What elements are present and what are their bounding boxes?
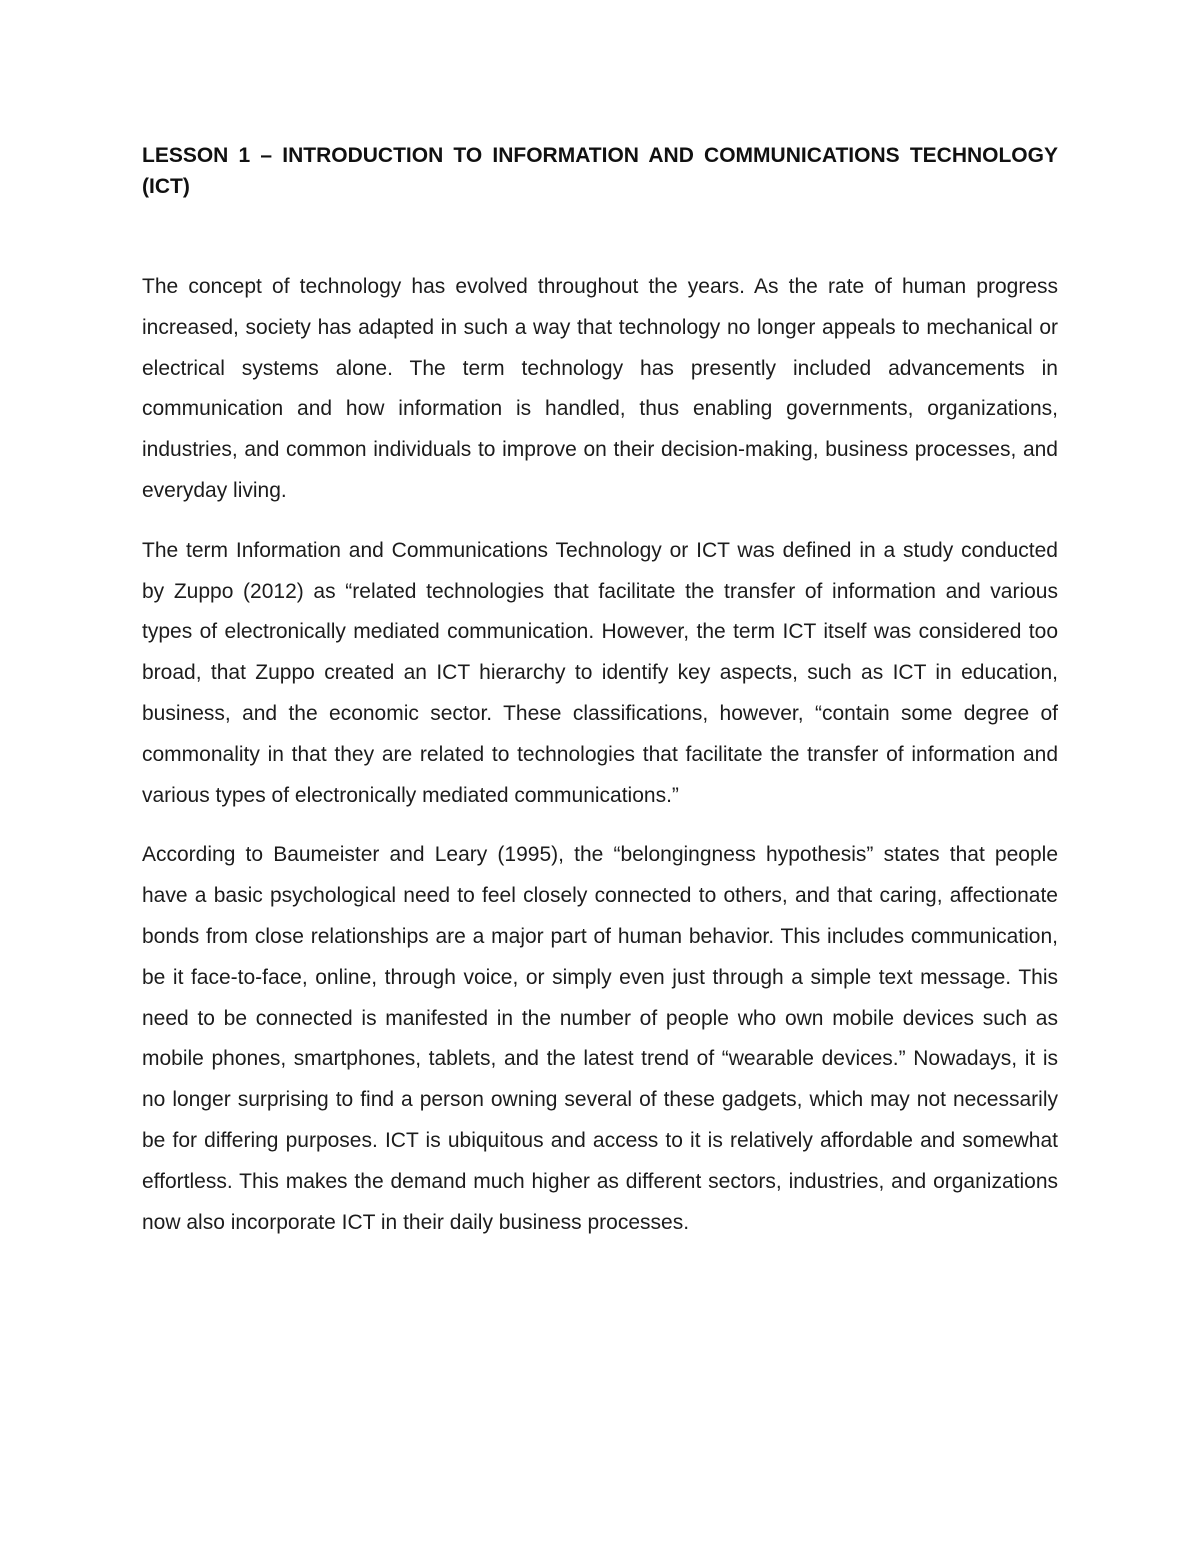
paragraph-technology-evolution: The concept of technology has evolved throughout the years. As the rate of human progress increased, society has adapted in such a way that technology no longer appeals to mechanical or electrical systems alone. The term technology has presently included advancements in communication and how information is handled, thus enabling governments, organizations, industries, and common individuals to improve on their decision-making, business processes, and everyday living. <box>142 275 1058 502</box>
paragraph-ict-definition: The term Information and Communications Technology or ICT was defined in a study conducted by Zuppo (2012) as “related technologies that facilitate the transfer of information and various types of electronically mediated communication. However, the term ICT itself was considered too broad, that Zuppo created an ICT hierarchy to identify key aspects, such as ICT in education, business, and the economic sector. These classifications, however, “contain some degree of commonality in that they are related to technologies that facilitate the transfer of information and various types of electronically mediated communications.” <box>142 538 1058 807</box>
document-body <box>142 140 1058 1262</box>
lesson-title: LESSON 1 – INTRODUCTION TO INFORMATION AND COMMUNICATIONS TECHNOLOGY (ICT) <box>142 144 1058 198</box>
paragraph-belongingness: According to Baumeister and Leary (1995), the “belongingness hypothesis” states that people have a basic psychological need to feel closely connected to others, and that caring, affectionate bonds from close relationships are a major part of human behavior. This includes communication, be it face-to-face, online, through voice, or simply even just through a simple text message. This need to be connected is manifested in the number of people who own mobile devices such as mobile phones, smartphones, tablets, and the latest trend of “wearable devices.” Nowadays, it is no longer surprising to find a person owning several of these gadgets, which may not necessarily be for differing purposes. ICT is ubiquitous and access to it is relatively affordable and somewhat effortless. This makes the demand much higher as different sectors, industries, and organizations now also incorporate ICT in their daily business processes. <box>142 843 1058 1234</box>
